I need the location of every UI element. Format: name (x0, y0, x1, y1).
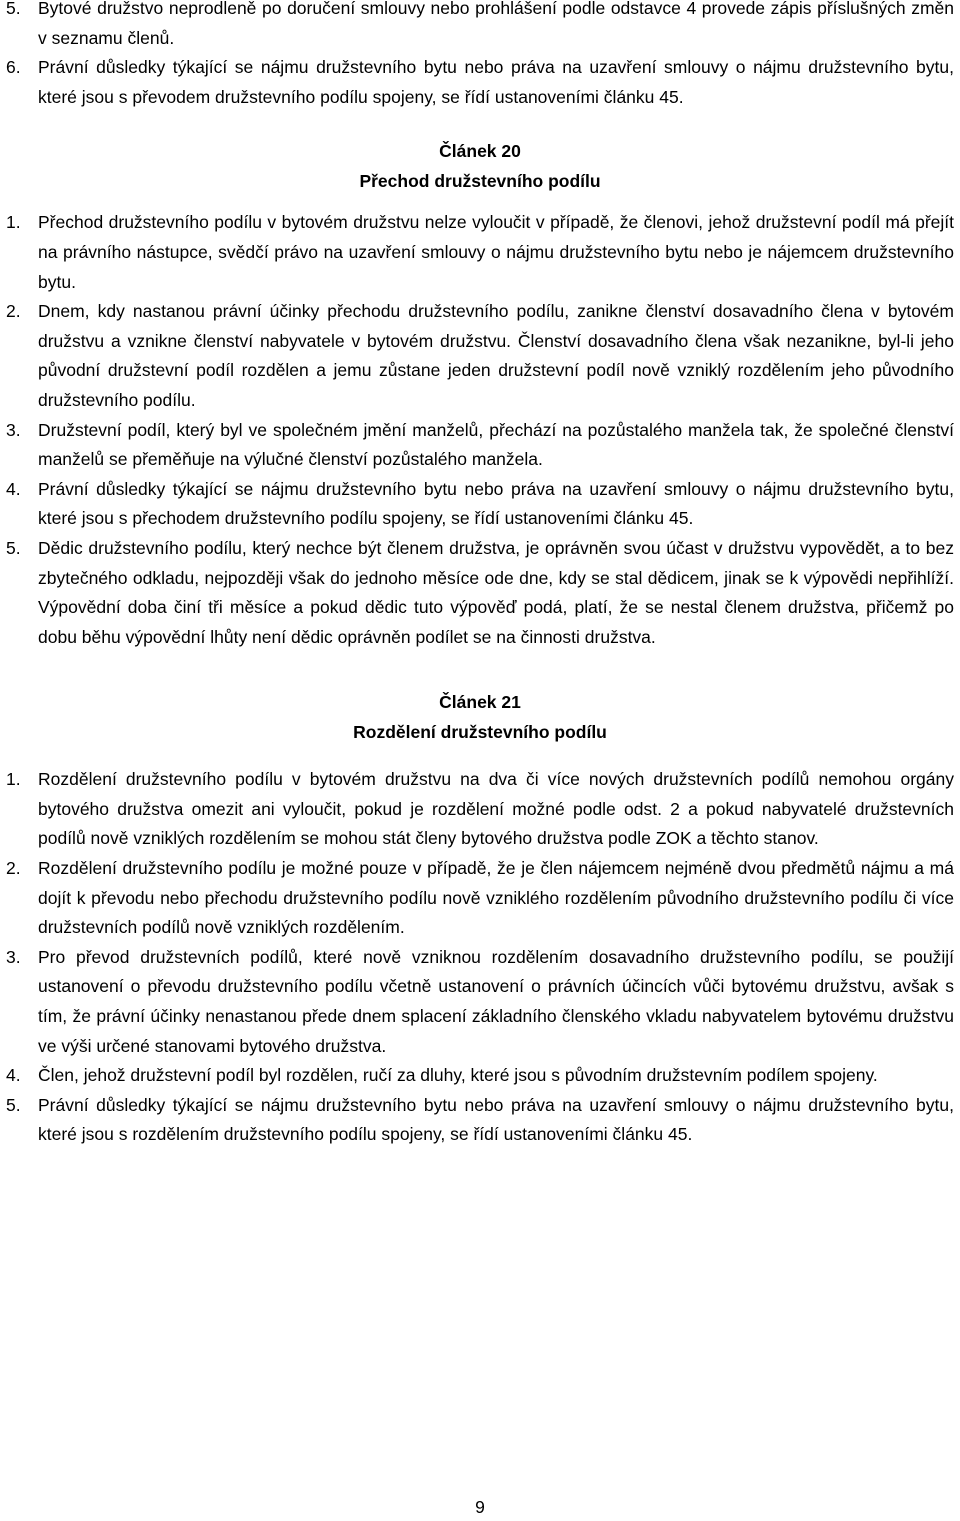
item-text: Člen, jehož družstevní podíl byl rozdělen, ručí za dluhy, které jsou s původním družstevním podílem spojeny. (38, 1065, 878, 1086)
list-item (6, 1091, 954, 1150)
item-number: 1. (6, 212, 21, 233)
article-20-list (6, 208, 954, 652)
article-21-number: Článek 21 (439, 692, 521, 713)
list-item (6, 534, 954, 652)
item-text: Dnem, kdy nastanou právní účinky přechodu družstevního podílu, zanikne členství dosavadního člena v bytovém družstvu a vznikne členství nabyvatele v bytovém družstvu. Členství dosavadního člena však nezanikne, byl-li jeho původní družstevní podíl rozdělen a jemu zůstane jeden družstevní podíl nově vzniklý rozdělením jeho původního družstevního podílu. (38, 301, 954, 410)
list-item (6, 1061, 954, 1091)
list-item (6, 53, 954, 112)
top-list (6, 0, 954, 112)
article-20-title: Přechod družstevního podílu (359, 171, 601, 192)
item-number: 3. (6, 419, 21, 440)
item-number: 5. (6, 0, 21, 18)
page-number: 9 (475, 1497, 485, 1517)
item-text: Rozdělení družstevního podílu v bytovém družstvu na dva či více nových družstevních podílů nemohou orgány bytového družstva omezit ani vyloučit, pokud je rozdělení možné podle odst. 2 a pokud nabyvatelé družstevních podílů nově vzniklých rozdělením se mohou stát členy bytového družstva podle ZOK a těchto stanov. (38, 769, 954, 849)
item-text: Právní důsledky týkající se nájmu družstevního bytu nebo práva na uzavření smlouvy o nájmu družstevního bytu, které jsou s převodem družstevního podílu spojeny, se řídí ustanoveními článku 45. (38, 57, 954, 107)
item-text: Právní důsledky týkající se nájmu družstevního bytu nebo práva na uzavření smlouvy o nájmu družstevního bytu, které jsou s přechodem družstevního podílu spojeny, se řídí ustanoveními článku 45. (38, 478, 954, 529)
item-text: Dědic družstevního podílu, který nechce být členem družstva, je oprávněn svou účast v družstvu vypovědět, a to bez zbytečného odkladu, nejpozději však do jednoho měsíce ode dne, kdy se stal dědicem, jinak se k výpovědi nepřihlíží. Výpovědní doba činí tři měsíce a pokud dědic tuto výpověď podá, platí, že se nestal členem družstva, přičemž po dobu běhu výpovědní lhůty není dědic oprávněn podílet se na činnosti družstva. (38, 537, 954, 647)
list-item (6, 765, 954, 854)
item-text: Bytové družstvo neprodleně po doručení smlouvy nebo prohlášení podle odstavce 4 provede zápis příslušných změn v seznamu členů. (38, 0, 954, 48)
item-number: 5. (6, 537, 21, 558)
item-number: 4. (6, 478, 21, 499)
item-number: 2. (6, 858, 21, 879)
item-text: Přechod družstevního podílu v bytovém družstvu nelze vyloučit v případě, že členovi, jehož družstevní podíl má přejít na právního nástupce, svědčí právo na uzavření smlouvy o nájmu družstevního bytu nebo je nájemcem družstevního bytu. (38, 212, 954, 292)
article-20-heading (6, 136, 954, 196)
list-item (6, 208, 954, 297)
list-item (6, 943, 954, 1061)
item-number: 6. (6, 57, 21, 78)
item-number: 5. (6, 1094, 21, 1115)
list-item (6, 297, 954, 415)
article-21-heading (6, 687, 954, 747)
article-21-list (6, 765, 954, 1150)
item-text: Pro převod družstevních podílů, které nově vzniknou rozdělením dosavadního družstevního podílu, se použijí ustanovení o převodu družstevního podílu včetně ustanovení o právních účincích vůči bytovému družstvu, avšak s tím, že právní účinky nenastanou přede dnem splacení základního členského vkladu nabyvatelem bytovému družstvu ve výši určené stanovami bytového družstva. (38, 946, 954, 1056)
item-number: 2. (6, 301, 21, 322)
list-item (6, 854, 954, 943)
item-number: 1. (6, 769, 21, 790)
list-item (6, 475, 954, 534)
item-text: Rozdělení družstevního podílu je možné pouze v případě, že je člen nájemcem nejméně dvou předmětů nájmu a má dojít k převodu nebo přechodu družstevního podílu nově vzniklého rozdělením původního družstevního podílu či více družstevních podílů nově vzniklých rozdělením. (38, 858, 954, 938)
item-number: 3. (6, 946, 21, 967)
item-number: 4. (6, 1065, 21, 1086)
article-20-number: Článek 20 (439, 141, 521, 162)
item-text: Družstevní podíl, který byl ve společném jmění manželů, přechází na pozůstalého manžela tak, že společné členství manželů se přeměňuje na výlučné členství pozůstalého manžela. (38, 419, 954, 470)
list-item (6, 416, 954, 475)
article-21-title: Rozdělení družstevního podílu (353, 722, 607, 743)
item-text: Právní důsledky týkající se nájmu družstevního bytu nebo práva na uzavření smlouvy o nájmu družstevního bytu, které jsou s rozdělením družstevního podílu spojeny, se řídí ustanoveními článku 45. (38, 1094, 954, 1145)
list-item (6, 0, 954, 53)
